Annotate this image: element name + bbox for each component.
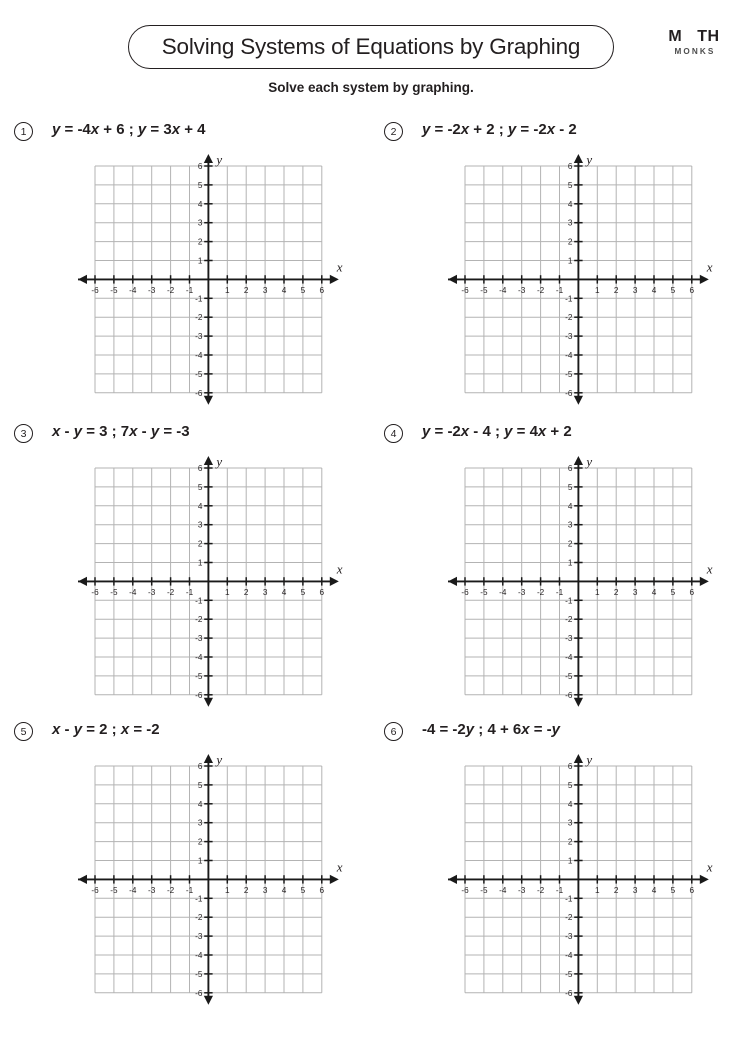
x-tick-label: -1 [555, 587, 564, 597]
y-tick-label: -6 [195, 388, 203, 398]
x-axis-arrow-left [78, 577, 87, 586]
y-tick-label: -6 [195, 690, 203, 700]
y-tick-label: -4 [565, 950, 573, 960]
x-tick-label: 2 [243, 885, 249, 895]
y-tick-label: 2 [197, 837, 203, 847]
axes [448, 154, 709, 405]
y-axis-arrow-up [204, 154, 213, 163]
axes [448, 456, 709, 707]
problem-number-4: 4 [384, 424, 403, 443]
y-axis-arrow-down [204, 396, 213, 405]
y-tick-label: -1 [565, 294, 573, 304]
y-axis-arrow-up [574, 754, 583, 763]
y-tick-label: 5 [197, 482, 203, 492]
x-tick-label: -2 [536, 285, 545, 295]
problem-4 [370, 423, 730, 700]
problem-3 [0, 423, 360, 700]
y-tick-label: 3 [567, 520, 573, 530]
x-tick-label: 1 [225, 285, 230, 295]
x-axis-arrow-right [330, 275, 339, 284]
y-tick-label: -3 [565, 932, 573, 942]
problem-6 [370, 721, 730, 998]
y-tick-label: 6 [567, 463, 573, 473]
x-axis-arrow-right [330, 577, 339, 586]
x-tick-label: -2 [166, 285, 175, 295]
y-axis-arrow-down [574, 996, 583, 1005]
x-tick-label: 1 [225, 587, 230, 597]
problem-number-6: 6 [384, 722, 403, 741]
x-tick-label: -3 [148, 885, 156, 895]
x-tick-label: 4 [651, 885, 657, 895]
x-tick-label: -4 [129, 587, 137, 597]
y-tick-label: -2 [565, 313, 573, 323]
x-tick-label: -4 [499, 285, 507, 295]
y-tick-label: -6 [565, 388, 573, 398]
x-tick-label: 1 [595, 285, 600, 295]
y-axis-label: y [586, 752, 593, 767]
x-tick-label: 3 [632, 285, 638, 295]
coordinate-plane-5 [62, 752, 352, 1015]
x-tick-label: 5 [670, 285, 676, 295]
y-tick-label: 6 [567, 761, 573, 771]
y-tick-label: -1 [565, 894, 573, 904]
problem-5 [0, 721, 360, 998]
y-axis-arrow-up [204, 456, 213, 465]
x-tick-label: 6 [689, 885, 695, 895]
y-tick-label: 4 [197, 199, 203, 209]
y-tick-label: 6 [197, 463, 203, 473]
x-axis-label: x [336, 561, 343, 577]
axes [78, 754, 339, 1005]
graph-area-5[interactable] [62, 752, 343, 998]
y-tick-label: -5 [195, 369, 203, 379]
x-tick-label: 6 [319, 885, 325, 895]
graph-area-2[interactable] [432, 152, 713, 398]
problem-heading-6 [370, 722, 730, 748]
problem-equation-1: y = -4x + 6 ; y = 3x + 4 [52, 121, 206, 138]
x-tick-label: -3 [518, 587, 526, 597]
x-axis-label: x [336, 259, 343, 275]
problem-equation-6: -4 = -2y ; 4 + 6x = -y [422, 721, 561, 738]
y-tick-label: -6 [565, 988, 573, 998]
y-tick-label: 1 [567, 558, 573, 568]
x-tick-label: 3 [632, 885, 638, 895]
y-tick-label: -6 [565, 690, 573, 700]
x-tick-label: 2 [613, 587, 619, 597]
problem-number-1: 1 [14, 122, 33, 141]
y-tick-label: 3 [197, 218, 203, 228]
y-tick-label: -5 [565, 671, 573, 681]
y-tick-label: 6 [197, 761, 203, 771]
x-tick-label: 1 [595, 885, 600, 895]
x-axis-arrow-right [330, 875, 339, 884]
y-tick-label: -5 [565, 969, 573, 979]
x-tick-label: 5 [300, 587, 306, 597]
x-tick-label: -2 [166, 885, 175, 895]
x-axis-arrow-right [700, 577, 709, 586]
x-tick-label: -5 [480, 587, 488, 597]
y-tick-label: 3 [197, 520, 203, 530]
logo-letter-m: M [668, 27, 683, 45]
y-axis-arrow-up [204, 754, 213, 763]
y-tick-label: -1 [195, 294, 203, 304]
x-axis-arrow-left [78, 275, 87, 284]
coordinate-plane-1 [62, 152, 352, 415]
y-tick-label: 1 [567, 256, 573, 266]
x-axis-arrow-right [700, 275, 709, 284]
x-axis-arrow-left [448, 275, 457, 284]
x-tick-label: 2 [613, 285, 619, 295]
x-axis-label: x [706, 859, 713, 875]
x-tick-label: 1 [225, 885, 230, 895]
y-axis-arrow-down [204, 996, 213, 1005]
logo-wordmark-monks: MONKS [674, 47, 716, 56]
graph-area-4[interactable] [432, 454, 713, 700]
y-tick-label: 4 [567, 199, 573, 209]
y-tick-label: 3 [197, 818, 203, 828]
x-tick-label: 2 [613, 885, 619, 895]
y-tick-label: -2 [565, 913, 573, 923]
mathmonks-logo [658, 28, 730, 56]
x-tick-label: 6 [689, 587, 695, 597]
x-tick-label: 2 [243, 285, 249, 295]
y-tick-label: 3 [567, 218, 573, 228]
x-axis-label: x [706, 259, 713, 275]
page-header [0, 0, 742, 110]
axes [448, 754, 709, 1005]
problem-number-2: 2 [384, 122, 403, 141]
problem-equation-4: y = -2x - 4 ; y = 4x + 2 [422, 423, 572, 440]
x-tick-label: 4 [651, 285, 657, 295]
x-axis-arrow-right [700, 875, 709, 884]
x-tick-label: -6 [461, 885, 469, 895]
y-tick-label: -1 [195, 596, 203, 606]
worksheet-title-pill [128, 25, 614, 69]
problem-equation-2: y = -2x + 2 ; y = -2x - 2 [422, 121, 577, 138]
x-tick-label: -2 [536, 587, 545, 597]
x-tick-label: -4 [499, 885, 507, 895]
x-tick-label: -3 [518, 885, 526, 895]
x-tick-label: -5 [480, 885, 488, 895]
x-axis-arrow-left [448, 875, 457, 884]
x-tick-label: -1 [555, 885, 564, 895]
x-tick-label: 6 [319, 587, 325, 597]
problem-heading-4 [370, 424, 730, 450]
problem-heading-3 [0, 424, 360, 450]
y-tick-label: -6 [195, 988, 203, 998]
y-tick-label: -2 [195, 615, 203, 625]
x-tick-label: -1 [185, 587, 194, 597]
x-tick-label: -2 [166, 587, 175, 597]
y-tick-label: -4 [195, 652, 203, 662]
axes [78, 456, 339, 707]
x-tick-label: -5 [110, 285, 118, 295]
x-tick-label: -4 [499, 587, 507, 597]
y-tick-label: -4 [565, 350, 573, 360]
y-tick-label: -3 [565, 634, 573, 644]
problem-2 [370, 121, 730, 398]
y-axis-arrow-up [574, 456, 583, 465]
x-tick-label: 2 [243, 587, 249, 597]
y-tick-label: 6 [567, 161, 573, 171]
x-tick-label: 5 [670, 885, 676, 895]
x-axis-arrow-left [448, 577, 457, 586]
x-tick-label: -6 [91, 587, 99, 597]
y-axis-arrow-down [574, 698, 583, 707]
x-tick-label: -2 [536, 885, 545, 895]
x-tick-label: -4 [129, 885, 137, 895]
x-tick-label: -5 [110, 587, 118, 597]
y-tick-label: -4 [195, 350, 203, 360]
problem-heading-5 [0, 722, 360, 748]
y-tick-label: 4 [567, 799, 573, 809]
y-axis-label: y [586, 152, 593, 167]
x-tick-label: 3 [262, 885, 268, 895]
y-tick-label: -4 [195, 950, 203, 960]
y-tick-label: 2 [567, 539, 573, 549]
y-axis-arrow-up [574, 154, 583, 163]
graph-area-3[interactable] [62, 454, 343, 700]
y-axis-label: y [216, 152, 223, 167]
y-tick-label: 6 [197, 161, 203, 171]
problem-number-3: 3 [14, 424, 33, 443]
problem-1 [0, 121, 360, 398]
y-axis-label: y [216, 752, 223, 767]
x-tick-label: -3 [518, 285, 526, 295]
y-tick-label: 2 [197, 539, 203, 549]
graph-area-6[interactable] [432, 752, 713, 998]
x-tick-label: -1 [185, 285, 194, 295]
y-tick-label: -3 [195, 634, 203, 644]
logo-letters-th: TH [697, 27, 720, 45]
y-tick-label: 2 [567, 237, 573, 247]
x-tick-label: -1 [185, 885, 194, 895]
y-tick-label: 2 [197, 237, 203, 247]
x-axis-label: x [336, 859, 343, 875]
coordinate-plane-4 [432, 454, 722, 717]
y-axis-arrow-down [204, 698, 213, 707]
x-tick-label: -1 [555, 285, 564, 295]
page-title: Solving Systems of Equations by Graphing [161, 34, 581, 59]
y-tick-label: -1 [565, 596, 573, 606]
problem-heading-1 [0, 122, 360, 148]
x-tick-label: 5 [670, 587, 676, 597]
y-tick-label: 5 [197, 780, 203, 790]
problem-heading-2 [370, 122, 730, 148]
y-tick-label: -2 [195, 313, 203, 323]
y-axis-label: y [216, 454, 223, 469]
x-tick-label: -3 [148, 285, 156, 295]
logo-wordmark-math [658, 28, 730, 45]
coordinate-plane-3 [62, 454, 352, 717]
y-tick-label: -4 [565, 652, 573, 662]
x-tick-label: 3 [632, 587, 638, 597]
y-tick-label: 4 [567, 501, 573, 511]
y-tick-label: 5 [567, 482, 573, 492]
x-tick-label: 3 [262, 587, 268, 597]
y-tick-label: -1 [195, 894, 203, 904]
problem-equation-3: x - y = 3 ; 7x - y = -3 [52, 423, 190, 440]
x-tick-label: 1 [595, 587, 600, 597]
graph-area-1[interactable] [62, 152, 343, 398]
y-tick-label: 5 [197, 180, 203, 190]
x-tick-label: 3 [262, 285, 268, 295]
y-tick-label: -2 [565, 615, 573, 625]
x-tick-label: 5 [300, 885, 306, 895]
y-tick-label: -3 [195, 932, 203, 942]
x-tick-label: 6 [319, 285, 325, 295]
y-tick-label: 3 [567, 818, 573, 828]
y-tick-label: -3 [195, 332, 203, 342]
x-axis-arrow-left [78, 875, 87, 884]
x-tick-label: 4 [281, 885, 287, 895]
x-tick-label: -3 [148, 587, 156, 597]
y-tick-label: 4 [197, 501, 203, 511]
y-axis-label: y [586, 454, 593, 469]
y-tick-label: -2 [195, 913, 203, 923]
y-tick-label: 5 [567, 180, 573, 190]
x-tick-label: 6 [689, 285, 695, 295]
x-tick-label: -6 [461, 285, 469, 295]
y-tick-label: 1 [197, 256, 203, 266]
x-tick-label: -4 [129, 285, 137, 295]
x-tick-label: -6 [461, 587, 469, 597]
y-tick-label: -5 [195, 671, 203, 681]
x-tick-label: -6 [91, 285, 99, 295]
y-tick-label: 5 [567, 780, 573, 790]
y-tick-label: 1 [197, 856, 203, 866]
problem-equation-5: x - y = 2 ; x = -2 [52, 721, 160, 738]
coordinate-plane-2 [432, 152, 722, 415]
y-axis-arrow-down [574, 396, 583, 405]
x-tick-label: 5 [300, 285, 306, 295]
y-tick-label: -5 [195, 969, 203, 979]
y-tick-label: 1 [567, 856, 573, 866]
instructions-text: Solve each system by graphing. [268, 80, 474, 95]
x-tick-label: -5 [110, 885, 118, 895]
y-tick-label: -3 [565, 332, 573, 342]
x-axis-label: x [706, 561, 713, 577]
y-tick-label: 4 [197, 799, 203, 809]
x-tick-label: -6 [91, 885, 99, 895]
x-tick-label: 4 [281, 587, 287, 597]
x-tick-label: -5 [480, 285, 488, 295]
y-tick-label: -5 [565, 369, 573, 379]
coordinate-plane-6 [432, 752, 722, 1015]
problem-number-5: 5 [14, 722, 33, 741]
axes [78, 154, 339, 405]
x-tick-label: 4 [651, 587, 657, 597]
x-tick-label: 4 [281, 285, 287, 295]
y-tick-label: 2 [567, 837, 573, 847]
y-tick-label: 1 [197, 558, 203, 568]
